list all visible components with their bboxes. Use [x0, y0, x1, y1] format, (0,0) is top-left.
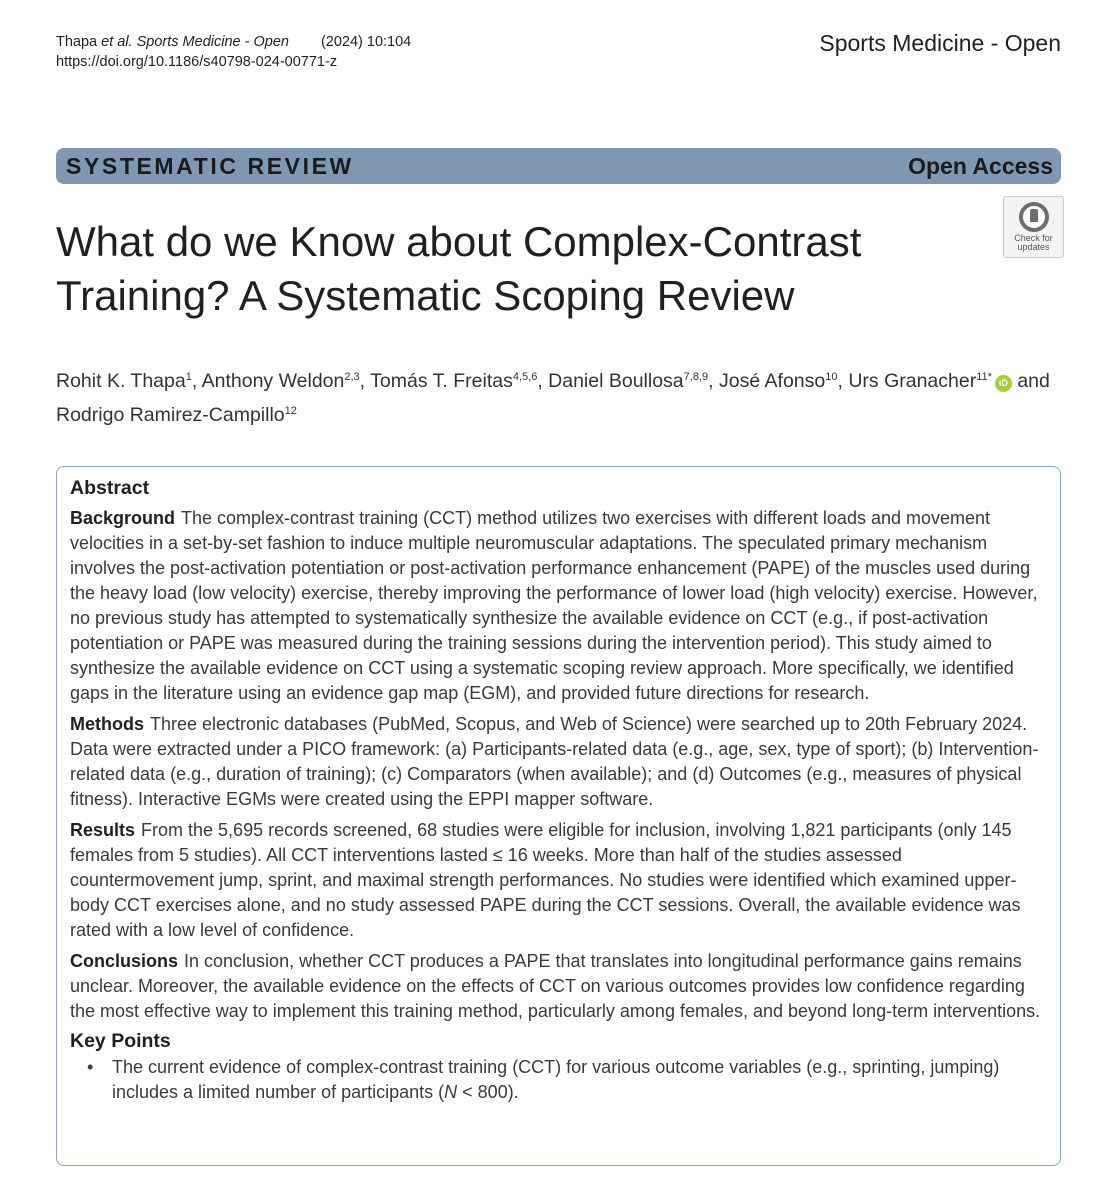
author-name[interactable]: Tomás T. Freitas: [370, 370, 513, 392]
author-name[interactable]: José Afonso: [718, 370, 826, 392]
author-name[interactable]: Anthony Weldon: [201, 370, 345, 392]
author-name[interactable]: Rodrigo Ramirez-Campillo: [56, 404, 285, 426]
key-points-list: [70, 1055, 1047, 1105]
author-name[interactable]: Daniel Boullosa: [548, 370, 684, 392]
abstract-background: Background The complex-contrast training (CCT) method utilizes two exercises with different loads and movement velocities in a set-by-set fashion to induce multiple neuromuscular adaptations. The speculated primary mechanism involves the post-activation potentiation or post-activation performance enhancement (PAPE) of the muscles used during the heavy load (low velocity) exercise, thereby improving the performance of lower load (high velocity) exercise. However, no previous study has attempted to systematically synthesize the available evidence on CCT (e.g., if post-activation potentiation or PAPE was measured during the training sessions during the intervention period). This study aimed to synthesize the available evidence on CCT using a systematic scoping review approach. More specifically, we identified gaps in the literature using an evidence gap map (EGM), and provided future directions for research.: [70, 508, 1038, 703]
citation-year: (2024) 10:104: [320, 34, 412, 50]
abstract-results: Results From the 5,695 records screened, 68 studies were eligible for inclusion, involving 1,821 participants (only 145 females from 5 studies). All CCT interventions lasted ≤ 16 weeks. More than half of the studies assessed countermovement jump, sprint, and maximal strength performances. No studies were identified which examined upper-body CCT exercises alone, and no study assessed PAPE during the CCT sessions. Overall, the available evidence was rated with a low level of confidence.: [70, 820, 1021, 940]
abstract-box: [56, 466, 1061, 1166]
check-for-updates-button[interactable]: [1003, 196, 1064, 258]
author-name[interactable]: Urs Granacher: [848, 370, 977, 392]
list-item: • The current evidence of complex-contrast training (CCT) for various outcome variables (e.g., sprinting, jumping) includes a limited number of participants (N < 800).: [87, 1057, 1000, 1102]
citation-header: [56, 32, 411, 72]
key-points-heading: Key Points: [70, 1030, 171, 1052]
doi-link[interactable]: https://doi.org/10.1186/s40798-024-00771-z: [56, 54, 338, 70]
article-type: SYSTEMATIC REVIEW: [66, 153, 354, 179]
abstract-conclusions: Conclusions In conclusion, whether CCT produces a PAPE that translates into longitudinal performance gains remains unclear. Moreover, the available evidence on the effects of CCT on various outcomes provides low confidence regarding the most effective way to implement this training method, particularly among females, and beyond long-term interventions.: [70, 951, 1041, 1021]
citation-journal: et al. Sports Medicine - Open: [101, 34, 289, 50]
author-list: Rohit K. Thapa$^1$, Anthony Weldon$^{2,3}$, Tomás T. Freitas$^{4,5,6}$, Daniel Boullosa$^{7,8,9}$, José Afonso$^{10}$, Urs Granacher$^{11*}$ iD and Rodrigo Ramirez-Campillo$^{12}$: [56, 370, 1050, 426]
orcid-icon[interactable]: iD: [995, 375, 1012, 392]
abstract-methods: Methods Three electronic databases (PubMed, Scopus, and Web of Science) were searched up to 20th February 2024. Data were extracted under a PICO framework: (a) Participants-related data (e.g., age, sex, type of sport); (b) Intervention-related data (e.g., duration of training); (c) Comparators (when available); and (d) Outcomes (e.g., measures of physical fitness). Interactive EGMs were created using the EPPI mapper software.: [70, 714, 1039, 809]
open-access-label: Open Access: [908, 153, 1053, 179]
abstract-heading: Abstract: [70, 477, 150, 499]
article-type-banner: [56, 148, 1061, 184]
author-name[interactable]: Rohit K. Thapa: [56, 370, 186, 392]
bookmark-icon: [1019, 202, 1049, 232]
article-title: What do we Know about Complex-Contrast Training? A Systematic Scoping Review: [56, 218, 862, 319]
bullet-icon: •: [87, 1057, 94, 1077]
citation-authors: Thapa: [56, 34, 102, 50]
journal-name: Sports Medicine - Open: [819, 30, 1061, 56]
check-for-updates-label: Check for updates: [1014, 233, 1053, 252]
